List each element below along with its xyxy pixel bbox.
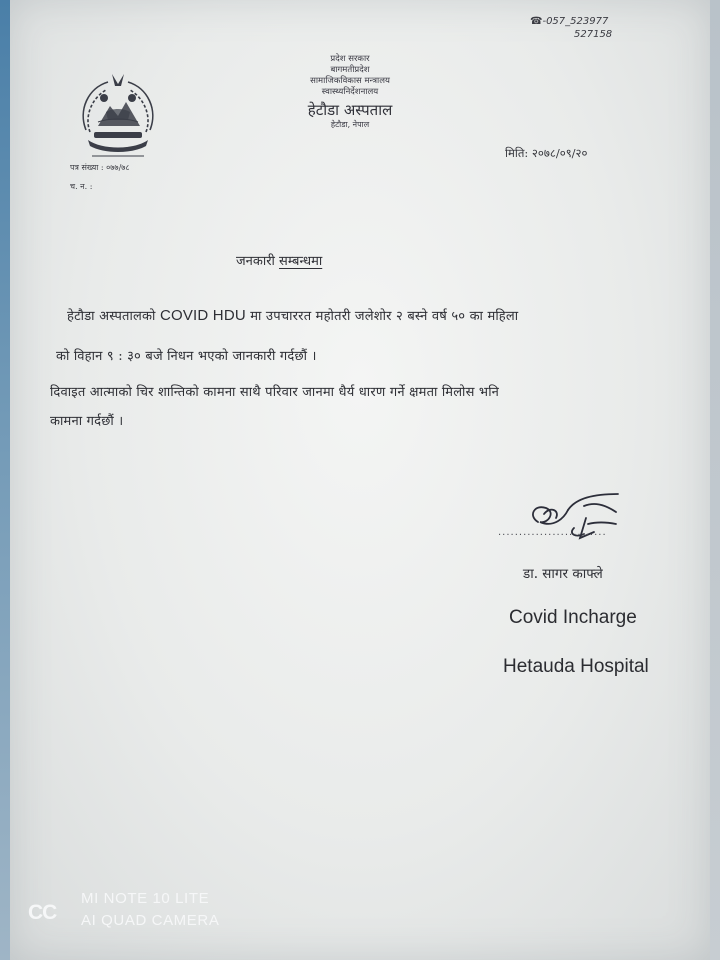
body-paragraph-2-line-2: कामना गर्दछौं । [50,414,124,429]
background-edge-left [0,0,10,960]
office-header [280,54,420,130]
camera-logo-icon: CC [28,901,57,924]
subject-prefix: जनकारी [236,254,275,269]
phone-number-block [530,15,612,41]
signer-name: डा. सागर काफ्ले [523,566,603,582]
body-paragraph-1-line-1 [67,306,518,324]
office-line-ministry: सामाजिकविकास मन्त्रालय [310,76,390,86]
subject-underlined: सम्बन्धमा [279,254,323,269]
letter-date: मिति: २०७८/०९/२० [505,146,588,160]
body-text: मा उपचाररत महोतरी जलेशोर २ बस्ने वर्ष ५० का महिला [245,309,519,324]
office-line-province-govt: प्रदेश सरकार [330,54,370,64]
background-edge-right [710,0,720,960]
camera-caption: AI QUAD CAMERA [81,912,220,929]
body-paragraph-2-line-1: दिवाइत आत्माको चिर शान्तिको कामना साथै परिवार जानमा धैर्य धारण गर्ने क्षमता मिलोस भनि [50,385,500,400]
subject-line [236,251,322,269]
body-text: हेटौडा अस्पतालको [67,309,160,324]
office-line-directorate: स्वास्थ्यनिर्देशनालय [321,87,379,97]
phone-number-secondary: 527158 [574,29,613,40]
body-paragraph-1-line-2: को विहान ९ : ३० बजे निधन भएको जानकारी गर्दछौं । [56,349,317,364]
hospital-location: हेटौडा, नेपाल [330,120,370,129]
handwritten-signature [498,488,638,558]
body-text-covid-hdu: COVID HDU [159,307,246,324]
signature-line: .......................... [498,527,607,538]
nepal-emblem-icon [68,70,168,162]
dispatch-number: च. न. : [70,182,93,191]
signer-role: Covid Incharge [509,607,637,628]
reference-number: पत्र संख्या : ०७७/७८ [70,163,130,172]
signer-organization: Hetauda Hospital [503,656,649,677]
hospital-name: हेटौडा अस्पताल [307,101,393,119]
camera-model: MI NOTE 10 LITE [81,890,210,907]
office-line-province: बागमतीप्रदेश [330,65,370,75]
phone-number: ☎-057_523977 [530,16,609,27]
